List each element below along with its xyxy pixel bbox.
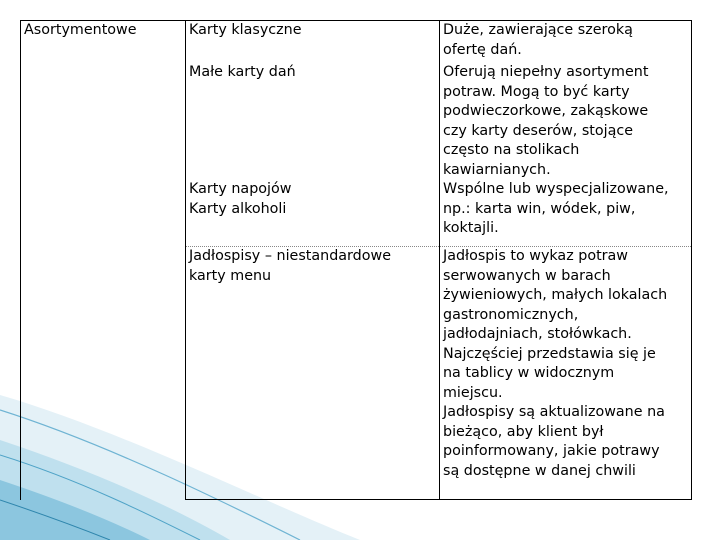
type-line: Karty alkoholi	[189, 200, 287, 217]
type-line: Jadłospisy – niestandardowe	[189, 248, 391, 264]
type-line: Karty klasyczne	[189, 22, 302, 38]
description-line: żywieniowych, małych lokalach	[443, 287, 668, 303]
description-cell	[440, 180, 692, 247]
description-line: Duże, zawierające szeroką	[443, 22, 633, 38]
description-line: jadłodajniach, stołówkach.	[443, 326, 632, 342]
description-line: np.: karta win, wódek, piw,	[443, 200, 636, 217]
description-cell	[440, 247, 692, 500]
type-line: karty menu	[189, 267, 272, 284]
table-row	[21, 21, 692, 64]
type-cell	[186, 21, 440, 64]
description-line: Najczęściej przedstawia się je	[443, 345, 656, 362]
category-label: Asortymentowe	[24, 22, 137, 38]
description-line: serwowanych w barach	[443, 267, 611, 284]
description-line: miejscu.	[443, 384, 503, 401]
type-cell	[186, 180, 440, 247]
type-line: Małe karty dań	[189, 64, 296, 80]
description-line: podwieczorkowe, zakąskowe	[443, 103, 649, 119]
description-line: ofertę dań.	[443, 41, 522, 58]
description-cell	[440, 63, 692, 180]
description-line: koktajli.	[443, 220, 499, 236]
description-line: czy karty deserów, stojące	[443, 122, 634, 139]
type-cell	[186, 63, 440, 180]
menu-types-table	[20, 20, 692, 500]
description-line: potraw. Mogą to być karty	[443, 83, 630, 100]
type-line: Karty napojów	[189, 181, 292, 197]
description-line: często na stolikach	[443, 142, 580, 158]
description-line: są dostępne w danej chwili	[443, 462, 636, 479]
description-line: bieżąco, aby klient był	[443, 423, 604, 440]
description-line: na tablicy w widocznym	[443, 365, 615, 381]
type-cell	[186, 247, 440, 500]
description-line: gastronomicznych,	[443, 306, 579, 323]
description-line: kawiarnianych.	[443, 161, 551, 178]
description-line: Wspólne lub wyspecjalizowane,	[443, 181, 669, 197]
description-line: Jadłospis to wykaz potraw	[443, 248, 629, 264]
category-cell	[21, 21, 186, 500]
description-line: Oferują niepełny asortyment	[443, 64, 649, 80]
description-line: poinformowany, jakie potrawy	[443, 443, 660, 459]
description-cell	[440, 21, 692, 64]
description-line: Jadłospisy są aktualizowane na	[443, 404, 665, 420]
